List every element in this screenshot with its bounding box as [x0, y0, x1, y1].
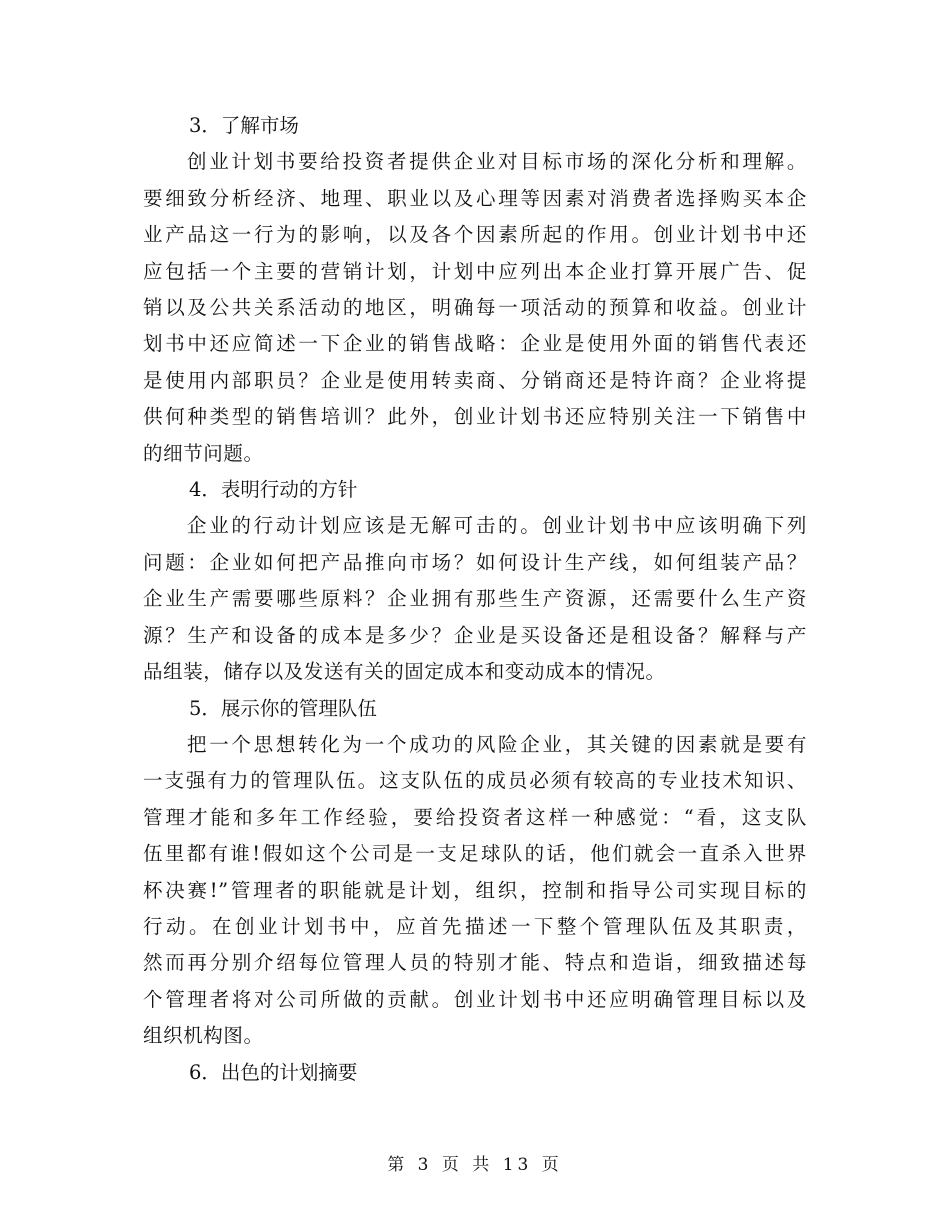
paragraph-line: 划书中还应简述一下企业的销售战略：企业是使用外面的销售代表还	[143, 332, 807, 356]
paragraph-line: 管理才能和多年工作经验，要给投资者这样一种感觉：“看，这支队	[143, 805, 807, 829]
paragraph-line: 然而再分别介绍每位管理人员的特别才能、特点和造诣，细致描述每	[143, 951, 807, 975]
paragraph-line: 应包括一个主要的营销计划，计划中应列出本企业打算开展广告、促	[143, 259, 807, 283]
paragraph-line: 企业生产需要哪些原料？企业拥有那些生产资源，还需要什么生产资	[143, 587, 807, 611]
paragraph-line: 行动。在创业计划书中，应首先描述一下整个管理队伍及其职责，	[143, 914, 807, 938]
document-body	[143, 108, 807, 1091]
paragraph-line: 是使用内部职员？企业是使用转卖商、分销商还是特许商？企业将提	[143, 368, 807, 392]
section-heading: 3．了解市场	[189, 114, 299, 137]
page-footer: 第 3 页 共 13 页	[387, 1155, 563, 1175]
paragraph-line: 品组装，储存以及发送有关的固定成本和变动成本的情况。	[143, 660, 666, 684]
paragraph-line: 企业的行动计划应该是无解可击的。创业计划书中应该明确下列	[187, 514, 807, 538]
section-heading: 6．出色的计划摘要	[189, 1060, 358, 1084]
paragraph-line: 的细节问题。	[143, 441, 264, 465]
body-paragraph	[143, 144, 807, 472]
paragraph-line: 销以及公共关系活动的地区，明确每一项活动的预算和收益。创业计	[143, 296, 807, 320]
paragraph-line: 一支强有力的管理队伍。这支队伍的成员必须有较高的专业技术知识、	[143, 769, 807, 793]
paragraph-line: 创业计划书要给投资者提供企业对目标市场的深化分析和理解。	[187, 150, 807, 174]
paragraph-line: 源？生产和设备的成本是多少？企业是买设备还是租设备？解释与产	[143, 623, 807, 647]
section-heading: 5．展示你的管理队伍	[189, 696, 377, 720]
paragraph-line: 业产品这一行为的影响，以及各个因素所起的作用。创业计划书中还	[143, 223, 807, 247]
paragraph-line: 个管理者将对公司所做的贡献。创业计划书中还应明确管理目标以及	[143, 987, 807, 1011]
section-heading: 4．表明行动的方针	[189, 478, 358, 502]
paragraph-line: 组织机构图。	[143, 1024, 264, 1048]
body-paragraph	[143, 727, 807, 1055]
paragraph-line: 杯决赛!”管理者的职能就是计划，组织，控制和指导公司实现目标的	[143, 878, 807, 902]
paragraph-line: 供何种类型的销售培训？此外，创业计划书还应特别关注一下销售中	[143, 405, 807, 429]
paragraph-line: 要细致分析经济、地理、职业以及心理等因素对消费者选择购买本企	[143, 186, 807, 210]
paragraph-line: 把一个思想转化为一个成功的风险企业，其关键的因素就是要有	[187, 732, 807, 756]
body-paragraph	[143, 508, 807, 690]
paragraph-line: 问题：企业如何把产品推向市场？如何设计生产线，如何组装产品？	[143, 550, 807, 574]
paragraph-line: 伍里都有谁!假如这个公司是一支足球队的话，他们就会一直杀入世界	[143, 842, 807, 866]
